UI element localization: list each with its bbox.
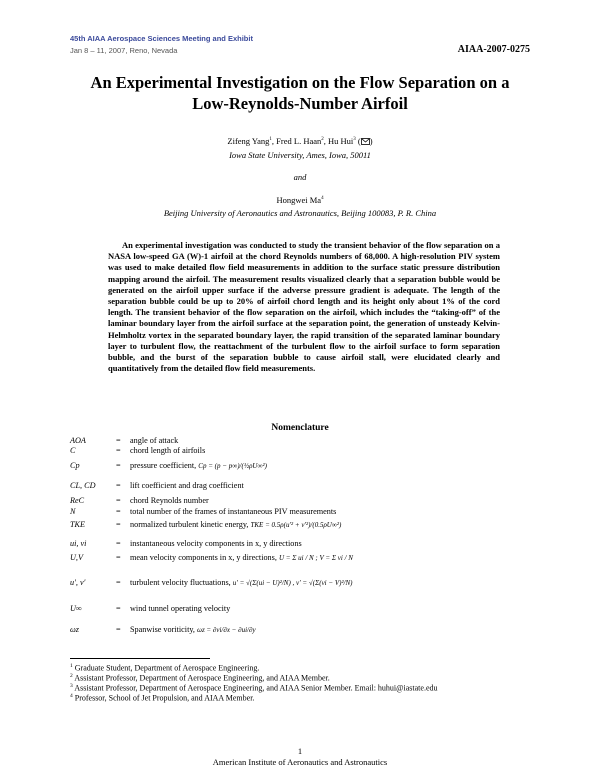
- equals-sign: =: [116, 507, 121, 516]
- title-line-2: Low-Reynolds-Number Airfoil: [192, 94, 408, 113]
- definition: [130, 520, 341, 530]
- symbol: ui, vi: [70, 539, 87, 548]
- footnote-2-text: Assistant Professor, Department of Aerospace Engineering, and AIAA Member.: [74, 673, 330, 683]
- definition: instantaneous velocity components in x, y directions: [130, 539, 302, 548]
- abstract: An experimental investigation was conducted to study the transient behavior of the flow separation on a NASA low-speed GA (W)-1 airfoil at the chord Reynolds numbers of 68,000. A high-resolution PIV system was used to make detailed flow field measurements in addition to the surface static pressure distribution mapping around the airfoil. The measurement results visualized clearly that a separation bubble would be generated on the airfoil upper surface if the adverse pressure gradient is adequate. The length of the separation bubble could be up to 20% of airfoil chord length and its height only about 1% of the cord length. The transient behavior of the flow separation on the airfoil, which includes the “taking-off” of the laminar boundary layer from the airfoil surface at the separation point, the generation of unsteady Kelvin-Helmholtz vortex in the separated boundary layer, the rapid transition of the separated laminar boundary layer to turbulent flow, the reattachment of the turbulent flow to the airfoil surface to form separation bubble, and the burst of the separation bubble to cause airfoil stall, were elucidated clearly and quantitatively from the detailed flow field measurements.: [108, 240, 500, 374]
- equals-sign: =: [116, 436, 121, 445]
- equals-sign: =: [116, 625, 121, 634]
- definition: [130, 625, 256, 635]
- definition-text: pressure coefficient,: [130, 461, 197, 470]
- equals-sign: =: [116, 481, 121, 490]
- symbol: AOA: [70, 436, 86, 445]
- symbol: U∞: [70, 604, 82, 613]
- definition: chord length of airfoils: [130, 446, 206, 455]
- author-3: Hu Hui: [328, 136, 354, 146]
- footnote-3-text: Assistant Professor, Department of Aerospace Engineering, and AIAA Senior Member. Email: huhui@iastate.edu: [74, 683, 438, 693]
- footnote-4: $^4$ Professor, School of Jet Propulsion, and AIAA Member.: [70, 693, 255, 703]
- author-2-mark: 2: [321, 137, 324, 143]
- envelope-icon: ( ): [357, 136, 373, 146]
- symbol: ReC: [70, 496, 85, 505]
- definition-text: turbulent velocity fluctuations,: [130, 578, 231, 587]
- author-3-mark: 3: [353, 137, 356, 143]
- symbol: TKE: [70, 520, 86, 529]
- footnote-1-text: Graduate Student, Department of Aerospace Engineering.: [74, 663, 260, 673]
- footnote-rule: [70, 658, 210, 659]
- symbol: ωz: [70, 625, 79, 634]
- formula: U = Σ ui / N ; V = Σ vi / N: [278, 554, 353, 562]
- author-1: Zifeng Yang: [227, 136, 270, 146]
- definition-text: mean velocity components in x, y directions,: [130, 553, 277, 562]
- symbol: C: [70, 446, 76, 455]
- definition: [130, 461, 267, 471]
- paper-title: [60, 72, 540, 114]
- conference-dates: Jan 8 – 11, 2007, Reno, Nevada: [70, 46, 178, 55]
- definition: chord Reynolds number: [130, 496, 209, 505]
- symbol: N: [70, 507, 76, 516]
- symbol: Cp: [70, 461, 80, 470]
- definition: wind tunnel operating velocity: [130, 604, 231, 613]
- definition: [130, 553, 353, 563]
- formula: TKE = 0.5ρ(u′² + v′²)/(0.5ρU∞²): [250, 521, 342, 529]
- equals-sign: =: [116, 496, 121, 505]
- symbol: u′, v′: [70, 578, 86, 587]
- definition: [130, 578, 353, 588]
- definition-text: Spanwise voriticity,: [130, 625, 195, 634]
- definition: total number of the frames of instantaneous PIV measurements: [130, 507, 337, 516]
- definition: lift coefficient and drag coefficient: [130, 481, 244, 490]
- formula: u′ = √(Σ(ui − U)²/N) , v′ = √(Σ(vi − V)²/N): [232, 579, 353, 587]
- footnote-1: $^1$ Graduate Student, Department of Aerospace Engineering.: [70, 663, 260, 673]
- title-line-1: An Experimental Investigation on the Flow Separation on a: [90, 73, 510, 92]
- definition: angle of attack: [130, 436, 179, 445]
- definition-text: normalized turbulent kinetic energy,: [130, 520, 249, 529]
- nomenclature-heading: Nomenclature: [271, 423, 329, 433]
- page-number: 1: [297, 746, 303, 756]
- equals-sign: =: [116, 553, 121, 562]
- affiliation-2: Beijing University of Aeronautics and Astronautics, Beijing 100083, P. R. China: [163, 208, 437, 218]
- equals-sign: =: [116, 539, 121, 548]
- equals-sign: =: [116, 520, 121, 529]
- author-4-mark: 4: [321, 196, 324, 202]
- footnote-4-text: Professor, School of Jet Propulsion, and AIAA Member.: [74, 693, 255, 703]
- paper-id: AIAA-2007-0275: [457, 44, 530, 55]
- and-separator: and: [293, 172, 307, 182]
- equals-sign: =: [116, 604, 121, 613]
- author-4: Hongwei Ma: [276, 195, 322, 205]
- author-1-mark: 1: [269, 137, 272, 143]
- symbol: U,V: [70, 553, 83, 562]
- author-4-line: [0, 195, 600, 205]
- author-2: Fred L. Haan: [276, 136, 322, 146]
- equals-sign: =: [116, 461, 121, 470]
- equals-sign: =: [116, 578, 121, 587]
- symbol: CL, CD: [70, 481, 96, 490]
- footnote-3: $^3$ Assistant Professor, Department of Aerospace Engineering, and AIAA Senior Member. Email: huhui@iastate.edu: [70, 683, 438, 693]
- conference-name: 45th AIAA Aerospace Sciences Meeting and Exhibit: [70, 34, 253, 43]
- affiliation-1: Iowa State University, Ames, Iowa, 50011: [229, 150, 371, 160]
- equals-sign: =: [116, 446, 121, 455]
- publisher-footer: American Institute of Aeronautics and Astronautics: [212, 757, 388, 767]
- formula: Cp = (p − p∞)/(½ρU∞²): [198, 462, 267, 470]
- author-list: Zifeng Yang$^1$, Fred L. Haan$^2$, Hu Hui$^3$ ( ): [227, 136, 373, 146]
- footnote-2: $^2$ Assistant Professor, Department of Aerospace Engineering, and AIAA Member.: [70, 673, 330, 683]
- formula: ωz = ∂vi/∂x − ∂ui/∂y: [197, 626, 256, 634]
